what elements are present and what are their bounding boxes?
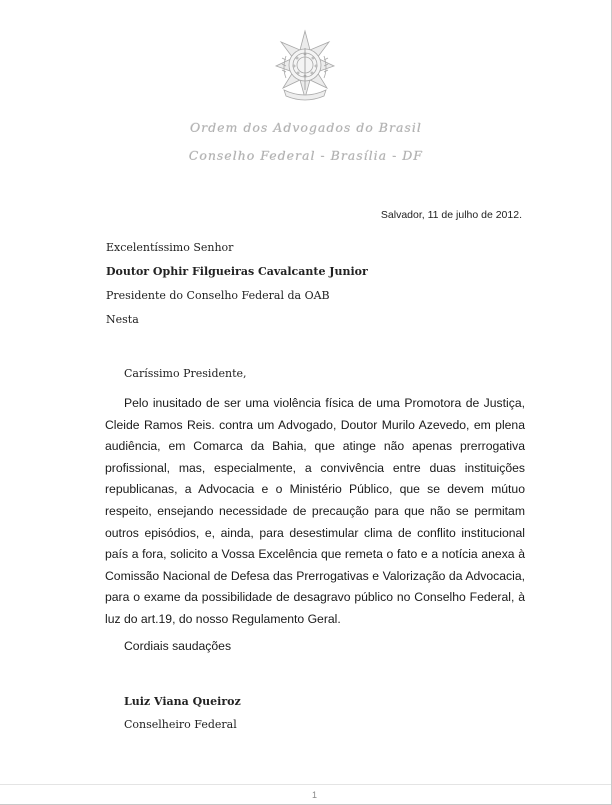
brazil-coat-of-arms-icon: [272, 28, 338, 104]
signature-name: Luiz Viana Queiroz: [124, 695, 241, 708]
letterhead-council-location: Conselho Federal - Brasília - DF: [188, 148, 424, 163]
letter-closing: Cordiais saudações: [124, 639, 232, 653]
recipient-place: Nesta: [106, 313, 139, 326]
letter-date: Salvador, 11 de julho de 2012.: [380, 209, 522, 221]
recipient-title: Presidente do Conselho Federal da OAB: [106, 289, 330, 302]
footer-divider: [0, 784, 612, 785]
letter-body: Pelo inusitado de ser uma violência física de uma Promotora de Justiça, Cleide Ramos Reis. contra um Advogado, Doutor Murilo Azevedo, em plena audiência, em Comarca da Bahia, que atinge não apenas prerrogativa profissional, mas, especialmente, a convivência entre duas instituições republicanas, a Advocacia e o Ministério Público, que se devem mútuo respeito, ensejando necessidade de precaução para que não se permitam outros episódios, e, ainda, para desestimular clima de conflito institucional país a fora, solicito a Vossa Excelência que remeta o fato e a notícia anexa à Comissão Nacional de Defesa das Prerrogativas e Valorização da Advocacia, para o exame da possibilidade de desagravo público no Conselho Federal, à luz do art.19, do nosso Regulamento Geral.: [105, 396, 525, 626]
signature-role: Conselheiro Federal: [124, 718, 237, 731]
letter-greeting: Caríssimo Presidente,: [124, 367, 247, 380]
letterhead-org-name: Ordem dos Advogados do Brasil: [190, 120, 422, 135]
recipient-name: Doutor Ophir Filgueiras Cavalcante Junior: [106, 265, 368, 278]
recipient-salutation: Excelentíssimo Senhor: [106, 241, 234, 254]
page-number: 1: [312, 790, 318, 800]
